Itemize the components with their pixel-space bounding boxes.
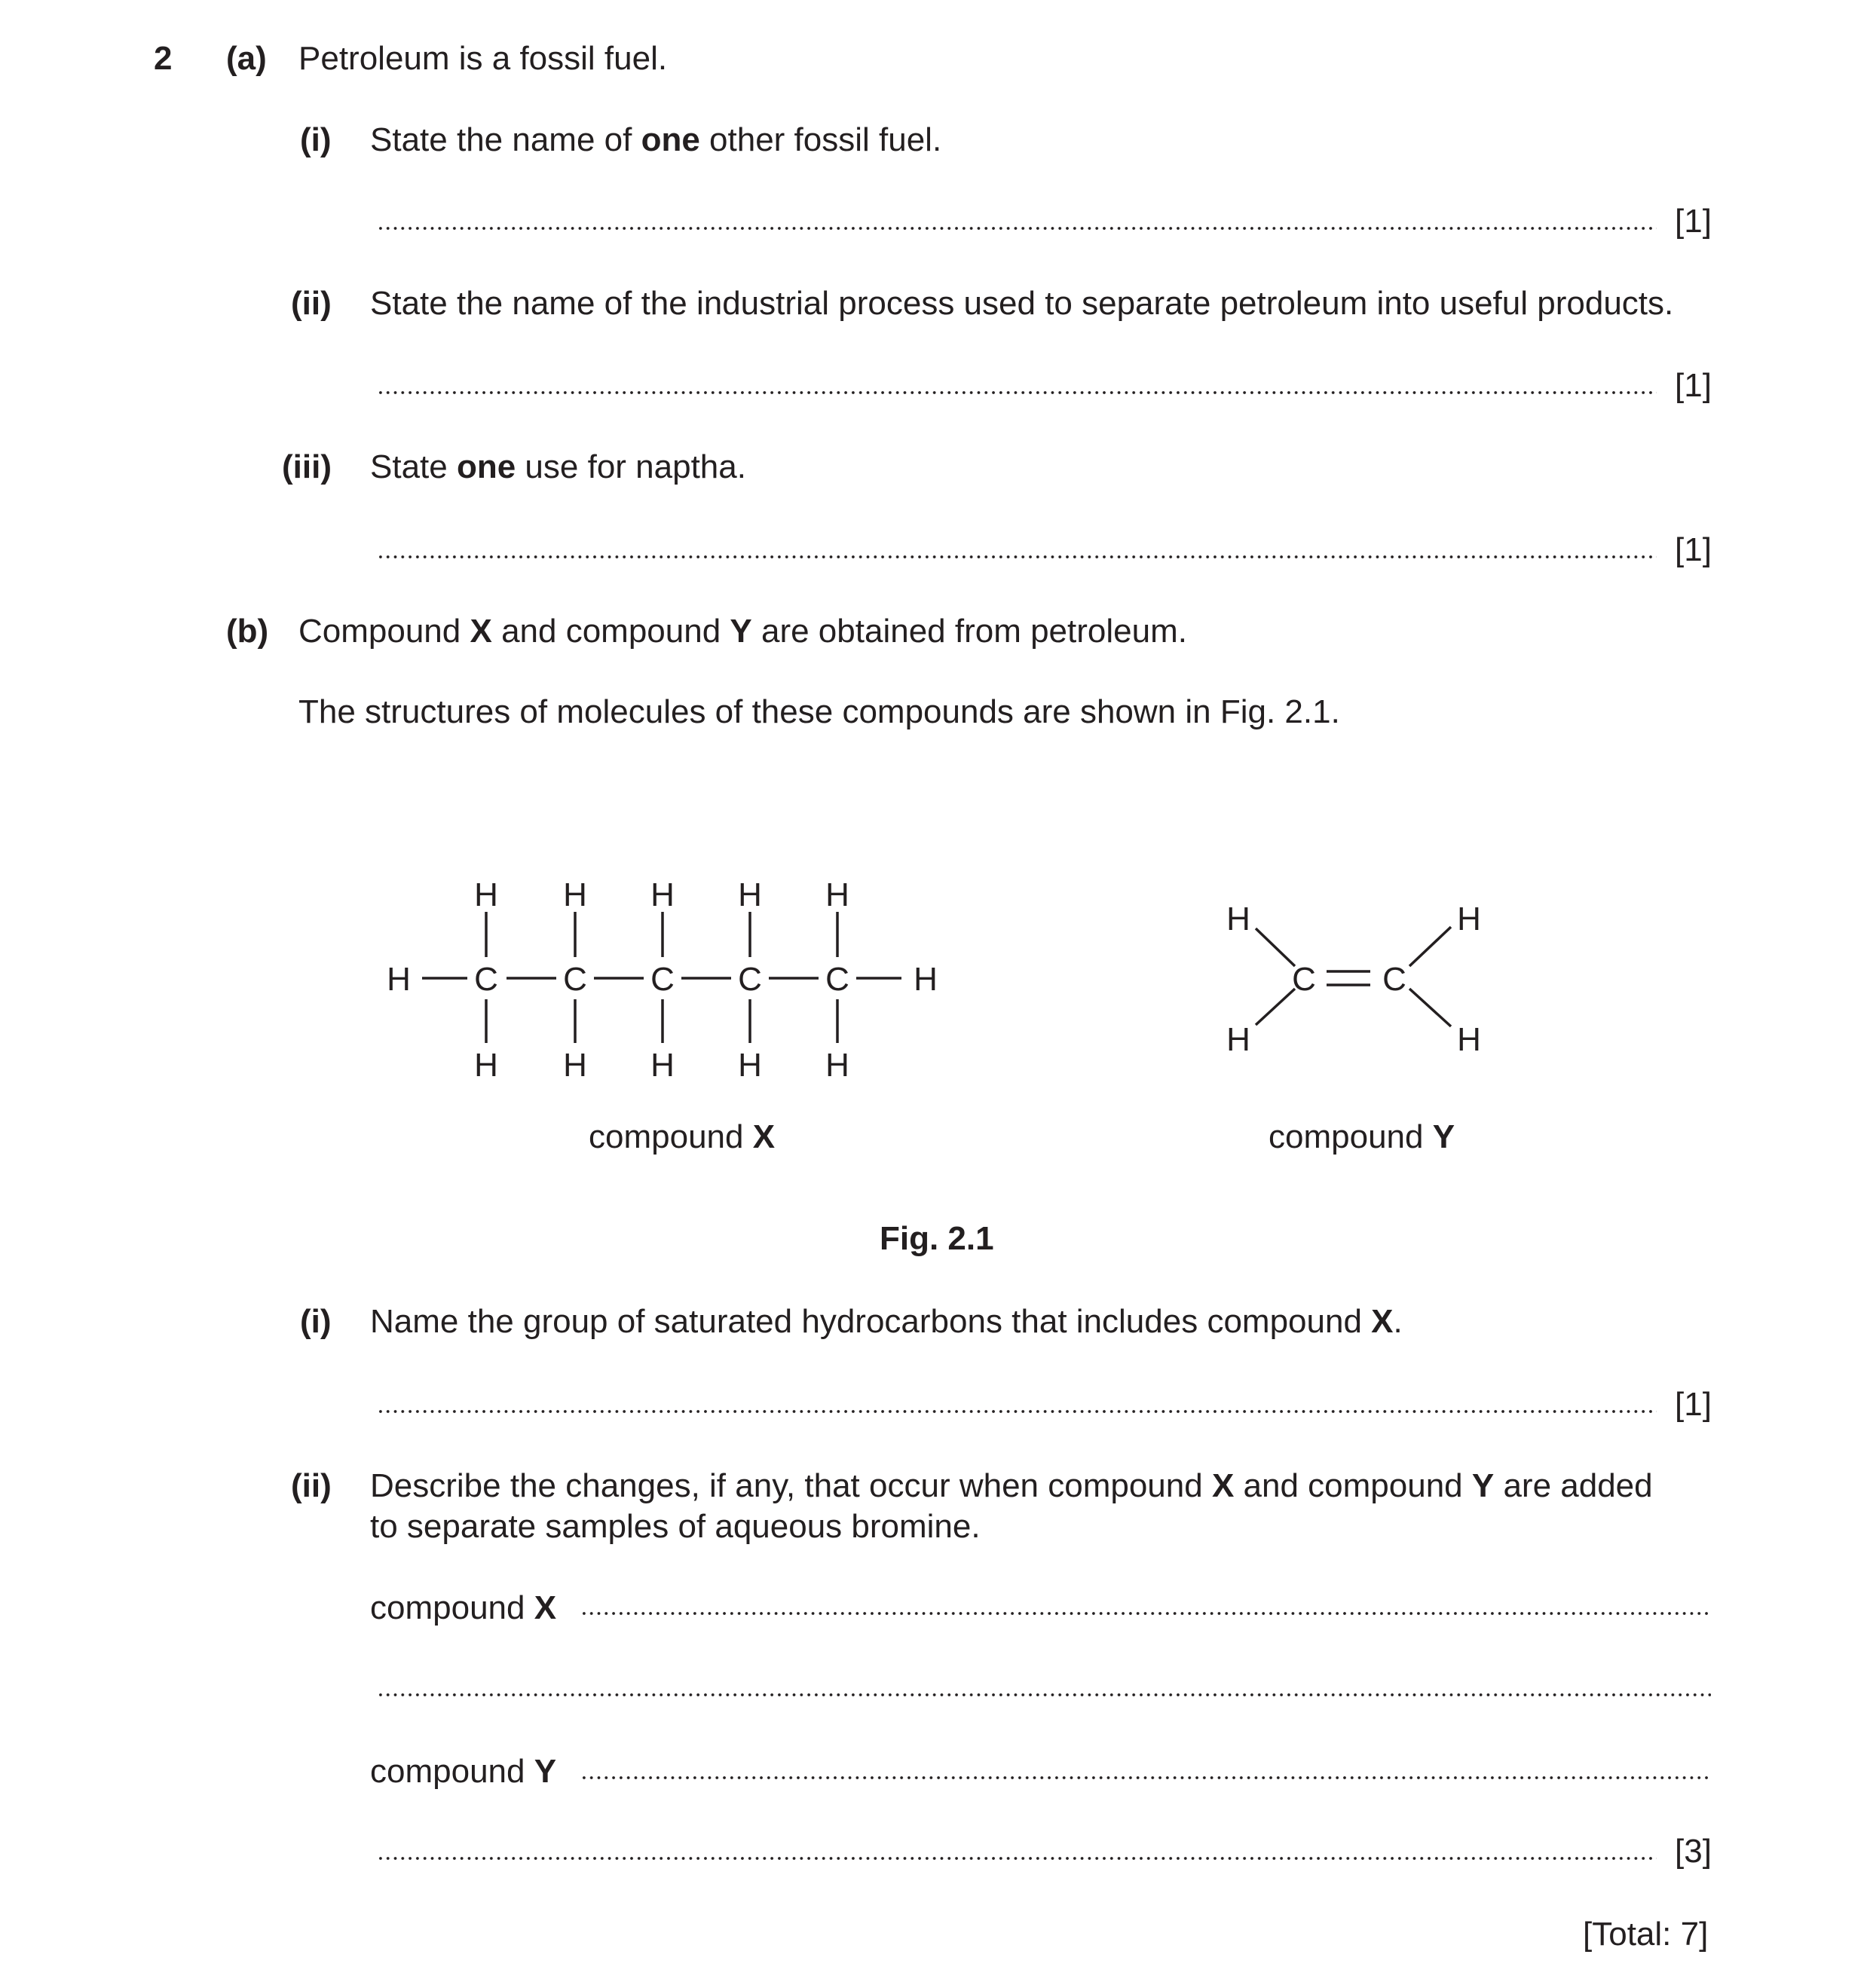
part-b-ii-question-line-2: to separate samples of aqueous bromine. xyxy=(370,1508,981,1545)
part-a-iii-label: (iii) xyxy=(282,448,332,485)
marks-a-ii: [1] xyxy=(1675,367,1712,404)
answer-label-compound-x: compound X xyxy=(370,1589,557,1626)
part-a-i-label: (i) xyxy=(300,121,332,158)
part-a-stem: Petroleum is a fossil fuel. xyxy=(298,40,668,77)
marks-b-ii: [3] xyxy=(1675,1833,1712,1870)
compound-x-atoms xyxy=(387,876,938,1084)
part-a-iii-question: State one use for naptha. xyxy=(370,448,746,485)
part-a-i-question: State the name of one other fossil fuel. xyxy=(370,121,942,158)
figure-label: Fig. 2.1 xyxy=(880,1220,994,1257)
part-b-i-label: (i) xyxy=(300,1303,332,1340)
atom-h: H xyxy=(650,1047,675,1084)
atom-c: C xyxy=(563,961,587,998)
part-b-ii-question-line-1: Describe the changes, if any, that occur when compound X and compound Y are added xyxy=(370,1467,1653,1504)
atom-h: H xyxy=(474,876,498,913)
atom-h: H xyxy=(1457,901,1481,937)
atom-h: H xyxy=(1226,1021,1250,1058)
atom-c: C xyxy=(650,961,675,998)
atom-h: H xyxy=(914,961,938,998)
atom-h: H xyxy=(650,876,675,913)
marks-b-i: [1] xyxy=(1675,1386,1712,1423)
atom-h: H xyxy=(474,1047,498,1084)
atom-c: C xyxy=(474,961,498,998)
atom-c: C xyxy=(1292,961,1316,998)
answer-line-b-ii-y-2[interactable] xyxy=(377,1856,1657,1861)
atom-c: C xyxy=(1382,961,1406,998)
compound-y-atoms xyxy=(1226,901,1481,1058)
part-a-label: (a) xyxy=(226,40,267,77)
part-b-stem: Compound X and compound Y are obtained from petroleum. xyxy=(298,613,1187,650)
part-b-ii-label: (ii) xyxy=(291,1467,332,1504)
compound-y-bonds xyxy=(1256,927,1451,1026)
atom-h: H xyxy=(825,1047,849,1084)
answer-label-compound-y: compound Y xyxy=(370,1753,557,1790)
atom-h: H xyxy=(563,876,587,913)
atom-c: C xyxy=(825,961,849,998)
answer-line-b-ii-x-1[interactable] xyxy=(580,1611,1711,1616)
marks-a-iii: [1] xyxy=(1675,531,1712,568)
marks-a-i: [1] xyxy=(1675,203,1712,240)
answer-line-b-ii-x-2[interactable] xyxy=(377,1693,1711,1697)
caption-compound-x: compound X xyxy=(589,1118,776,1155)
total-marks: [Total: 7] xyxy=(1583,1916,1709,1953)
atom-h: H xyxy=(387,961,411,998)
atom-h: H xyxy=(825,876,849,913)
atom-c: C xyxy=(738,961,762,998)
atom-h: H xyxy=(563,1047,587,1084)
atom-h: H xyxy=(738,1047,762,1084)
part-b-label: (b) xyxy=(226,613,269,650)
atom-h: H xyxy=(738,876,762,913)
question-number: 2 xyxy=(154,40,173,77)
atom-h: H xyxy=(1457,1021,1481,1058)
part-b-i-question: Name the group of saturated hydrocarbons that includes compound X. xyxy=(370,1303,1403,1340)
atom-h: H xyxy=(1226,901,1250,937)
caption-compound-y: compound Y xyxy=(1269,1118,1455,1155)
answer-line-b-ii-y-1[interactable] xyxy=(580,1775,1711,1780)
part-a-ii-question: State the name of the industrial process used to separate petroleum into useful products. xyxy=(370,285,1674,322)
answer-line-b-i[interactable] xyxy=(377,1409,1657,1414)
part-a-ii-label: (ii) xyxy=(291,285,332,322)
part-b-stem-2: The structures of molecules of these compounds are shown in Fig. 2.1. xyxy=(298,693,1340,730)
